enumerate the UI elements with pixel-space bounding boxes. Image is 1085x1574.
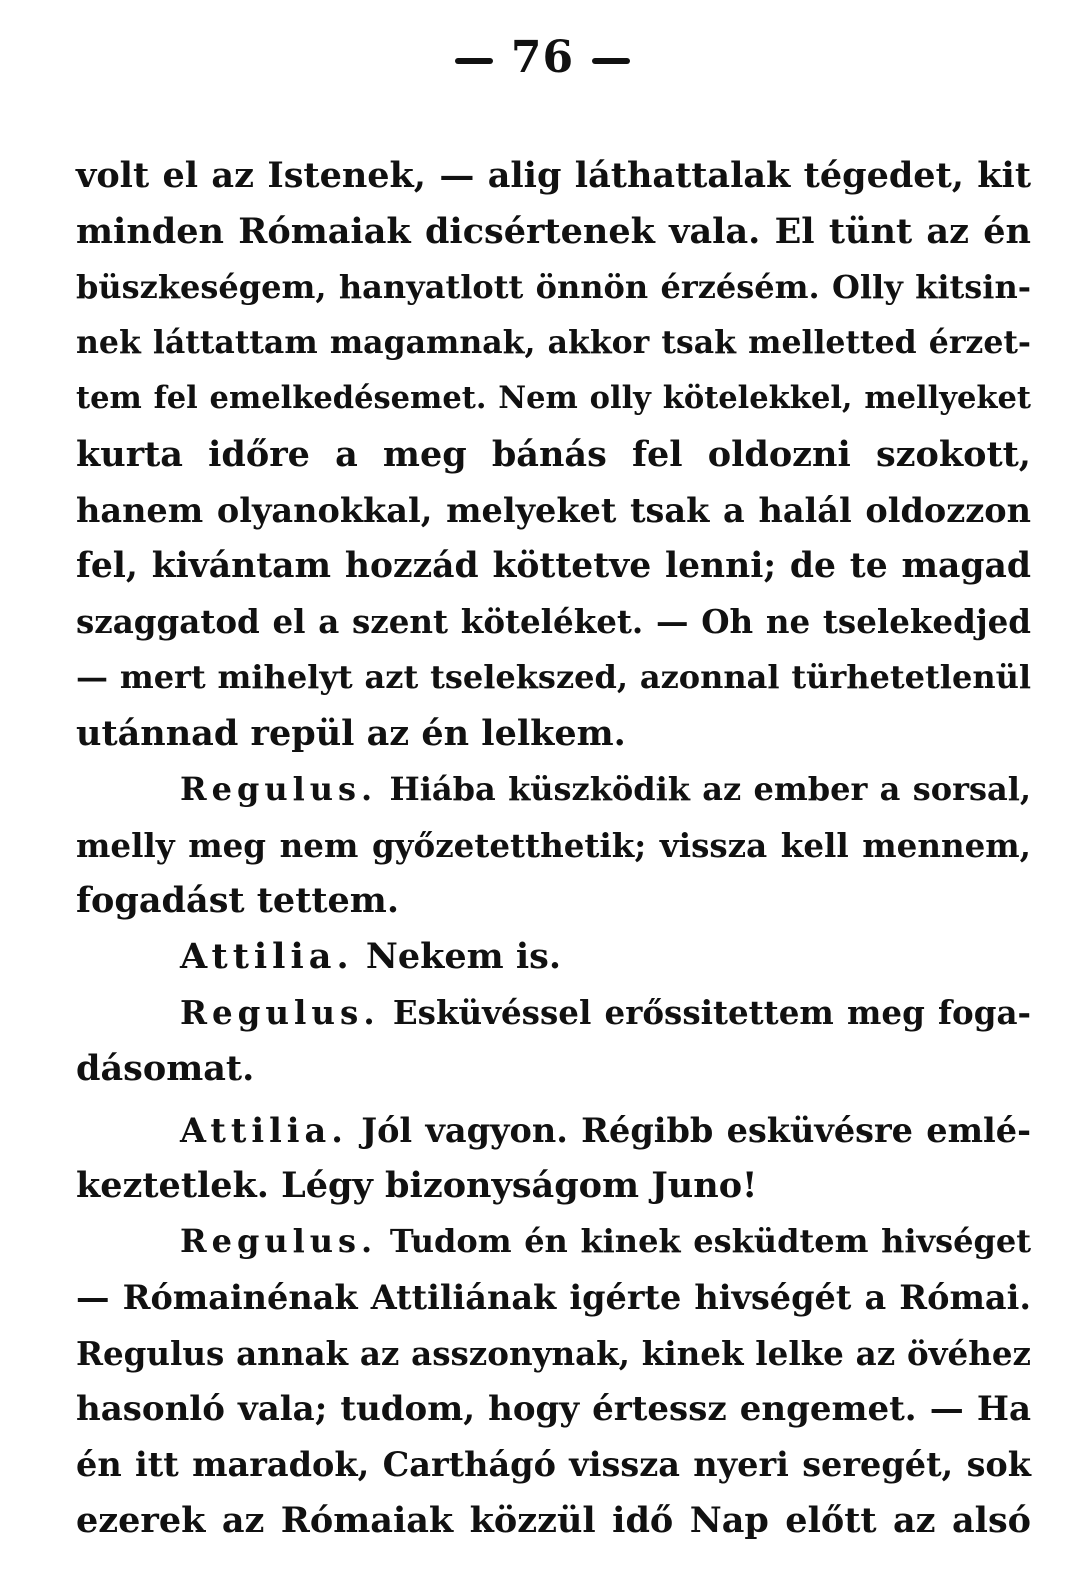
body-text	[76, 148, 1031, 1549]
speaker-name: Attilia.	[180, 1110, 348, 1150]
text-line: hanem olyanokkal, melyeket tsak a halál oldozzon	[76, 490, 1031, 530]
text-line: én itt maradok, Carthágó vissza nyeri seregét, sok	[76, 1445, 1031, 1485]
dialogue-line	[76, 985, 1031, 1041]
text-line: fogadást tettem.	[76, 880, 400, 922]
speaker-name: Regulus.	[180, 1222, 378, 1261]
speaker-name: Attilia.	[180, 936, 354, 978]
dialogue-text: Nekem is.	[365, 936, 562, 978]
dialogue-text: Jól vagyon. Régibb esküvésre emlé-	[361, 1110, 1031, 1150]
text-line: nek láttattam magamnak, akkor tsak melletted érzet-	[76, 324, 1031, 362]
text-line: hasonló vala; tudom, hogy értessz engemet. — Ha	[76, 1388, 1031, 1429]
header-left-dash	[455, 58, 493, 64]
text-line: dásomat.	[76, 1047, 255, 1089]
dialogue-line	[76, 762, 1031, 818]
dialogue-line	[76, 1103, 1031, 1159]
text-line: volt el az Istenek, — alig láthattalak tégedet, kit	[76, 155, 1031, 196]
text-line: kurta időre a meg bánás fel oldozni szokott,	[76, 433, 1031, 475]
dialogue-text: Esküvéssel erőssitettem meg foga-	[392, 992, 1031, 1032]
page-number: 76	[510, 32, 575, 83]
dialogue-text: Hiába küszködik az ember a sorsal,	[389, 769, 1032, 808]
speaker-name: Regulus.	[180, 769, 378, 808]
text-line: fel, kivántam hozzád köttetve lenni; de te magad	[76, 545, 1031, 586]
dialogue-line	[76, 1214, 1031, 1270]
text-line: — Rómainénak Attiliának igérte hivségét a Római.	[76, 1277, 1031, 1317]
text-line: ezerek az Rómaiak közzül idő Nap előtt az alsó	[76, 1500, 1031, 1542]
speaker-name: Regulus.	[180, 992, 380, 1032]
text-line: szaggatod el a szent köteléket. — Oh ne tselekedjed	[76, 602, 1031, 642]
text-line: tem fel emelkedésemet. Nem olly kötelekkel, mellyeket	[76, 380, 1031, 417]
dialogue-text: Tudom én kinek esküdtem hivséget	[389, 1222, 1032, 1261]
text-line: utánnad repül az én lelkem.	[76, 712, 626, 754]
text-line: büszkeségem, hanyatlott önnön érzésém. Olly kitsin-	[76, 267, 1031, 306]
dialogue-line	[76, 929, 1031, 985]
header-right-dash	[592, 58, 630, 64]
text-line: Regulus annak az asszonynak, kinek lelke az övéhez	[76, 1333, 1031, 1373]
text-line: keztetlek. Légy bizonyságom Juno!	[76, 1165, 758, 1207]
page-number-header	[0, 32, 1085, 83]
text-line: melly meg nem győzetetthetik; vissza kell mennem,	[76, 825, 1031, 865]
text-line: minden Rómaiak dicsértenek vala. El tünt az én	[76, 210, 1031, 252]
text-line: — mert mihelyt azt tselekszed, azonnal türhetetlenül	[76, 658, 1031, 697]
